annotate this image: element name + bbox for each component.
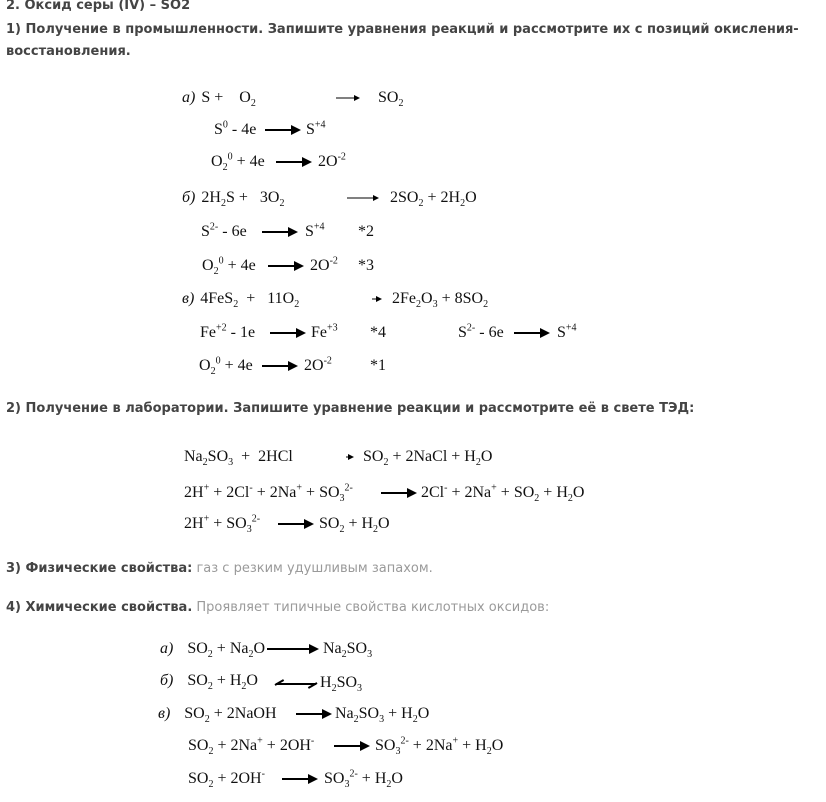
eq-1v: в) 4FeS$_2$ + $11O_2$ (182, 290, 300, 311)
half-1b-s-result: $S^{+4}$ (305, 221, 325, 240)
half-1b-o-result: $2O^{-2}$ (310, 255, 338, 274)
section-1-title-cont: восстановления. (6, 44, 131, 59)
eq-2-short-ionic: $2H^+ + SO_3^{2-}$ (184, 513, 261, 536)
eq-4v-products: $Na_2SO_3 + H_2O$ (335, 705, 430, 726)
arrow (265, 124, 301, 136)
arrow (514, 327, 550, 339)
eq-4v: в) $SO_2$ + 2NaOH (158, 705, 277, 726)
eq-4a-product: $Na_2SO_3$ (323, 640, 373, 661)
half-1v-fe-result: $Fe^{+3}$ (311, 322, 338, 341)
section-3: 3) Физические свойства: газ с резким удушливым запахом. (6, 561, 433, 576)
arrow (334, 740, 370, 752)
half-1b-s: $S^{2-} - 6e$ (201, 221, 247, 240)
arrow (347, 193, 379, 203)
eq-2-full-ionic-products: $2Cl^- + 2Na^+ + SO_2 + H_2O$ (421, 482, 585, 505)
half-1a-s: $S^0 - 4e$ (214, 119, 257, 138)
eq-2-full-ionic: $2H^+ + 2Cl^- + 2Na^+ + SO_3^{2-}$ (184, 482, 353, 505)
eq-4v-short-ionic: $SO_2 + 2OH^-$ (188, 768, 265, 791)
half-1b-o: $O_2^0 + 4e$ (202, 255, 256, 278)
eq-4b: б) $SO_2 + H_2O$ (160, 672, 258, 693)
eq-2-short-ionic-products: $SO_2 + H_2O$ (319, 515, 390, 536)
eq-1a: а) S + $O_2$ (182, 89, 256, 110)
eq-4v-full-ionic-products: $SO_3^{2-} + 2Na^+ + H_2O$ (375, 735, 504, 758)
eq-2-reactants: $Na_2SO_3 + 2HCl$ (184, 448, 293, 469)
arrow (282, 773, 318, 785)
half-1a-o-result: $2O^{-2}$ (318, 151, 346, 170)
arrow (268, 260, 304, 272)
half-1v-fe: $Fe^{+2} - 1e$ (200, 322, 256, 341)
eq-1b-products: $2SO_2 + 2H_2O$ (390, 189, 477, 210)
coef: *2 (358, 223, 374, 240)
page-title: 2. Оксид серы (IV) – SO2 (6, 0, 191, 13)
arrow (278, 518, 314, 530)
half-1v-s-result: $S^{+4}$ (557, 322, 577, 341)
eq-1a-product: $SO_2$ (378, 89, 404, 110)
eq-4v-full-ionic: $SO_2 + 2Na^+ + 2OH^-$ (188, 735, 315, 758)
coef: *4 (370, 324, 386, 341)
arrow (270, 327, 306, 339)
eq-2-products: $SO_2$ + 2NaCl + $H_2O$ (363, 448, 493, 469)
arrow (267, 643, 319, 655)
eq-4b-product: $H_2SO_3$ (320, 674, 363, 695)
section-2-title: 2) Получение в лаборатории. Запишите уравнение реакции и рассмотрите её в свете ТЭД: (6, 401, 695, 416)
coef: *1 (370, 357, 386, 374)
half-1a-s-result: $S^{+4}$ (306, 119, 326, 138)
half-1v-o-result: $2O^{-2}$ (304, 355, 332, 374)
eq-1v-products: $2Fe_2O_3 + 8SO_2$ (392, 290, 489, 311)
eq-1b: б) $2H_2S$ + $3O_2$ (182, 189, 285, 210)
half-1v-s: $S^{2-} - 6e$ (458, 322, 504, 341)
coef: *3 (358, 257, 374, 274)
section-1-title: 1) Получение в промышленности. Запишите уравнения реакций и рассмотрите их с позиций окисления- (6, 22, 799, 37)
arrow (372, 294, 382, 304)
arrow (381, 487, 417, 499)
arrow (346, 452, 354, 462)
half-1v-o: $O_2^0 + 4e$ (199, 355, 253, 378)
eq-4a: а) $SO_2 + Na_2O$ (160, 640, 266, 661)
arrow (262, 360, 298, 372)
eq-4v-short-ionic-products: $SO_3^{2-} + H_2O$ (324, 768, 403, 791)
arrow (336, 93, 360, 103)
arrow (296, 708, 332, 720)
arrow (262, 226, 298, 238)
arrow (276, 156, 312, 168)
equilibrium-arrow (276, 676, 316, 692)
half-1a-o: $O_2^0 + 4e$ (211, 151, 265, 174)
section-4: 4) Химические свойства. Проявляет типичные свойства кислотных оксидов: (6, 600, 550, 615)
